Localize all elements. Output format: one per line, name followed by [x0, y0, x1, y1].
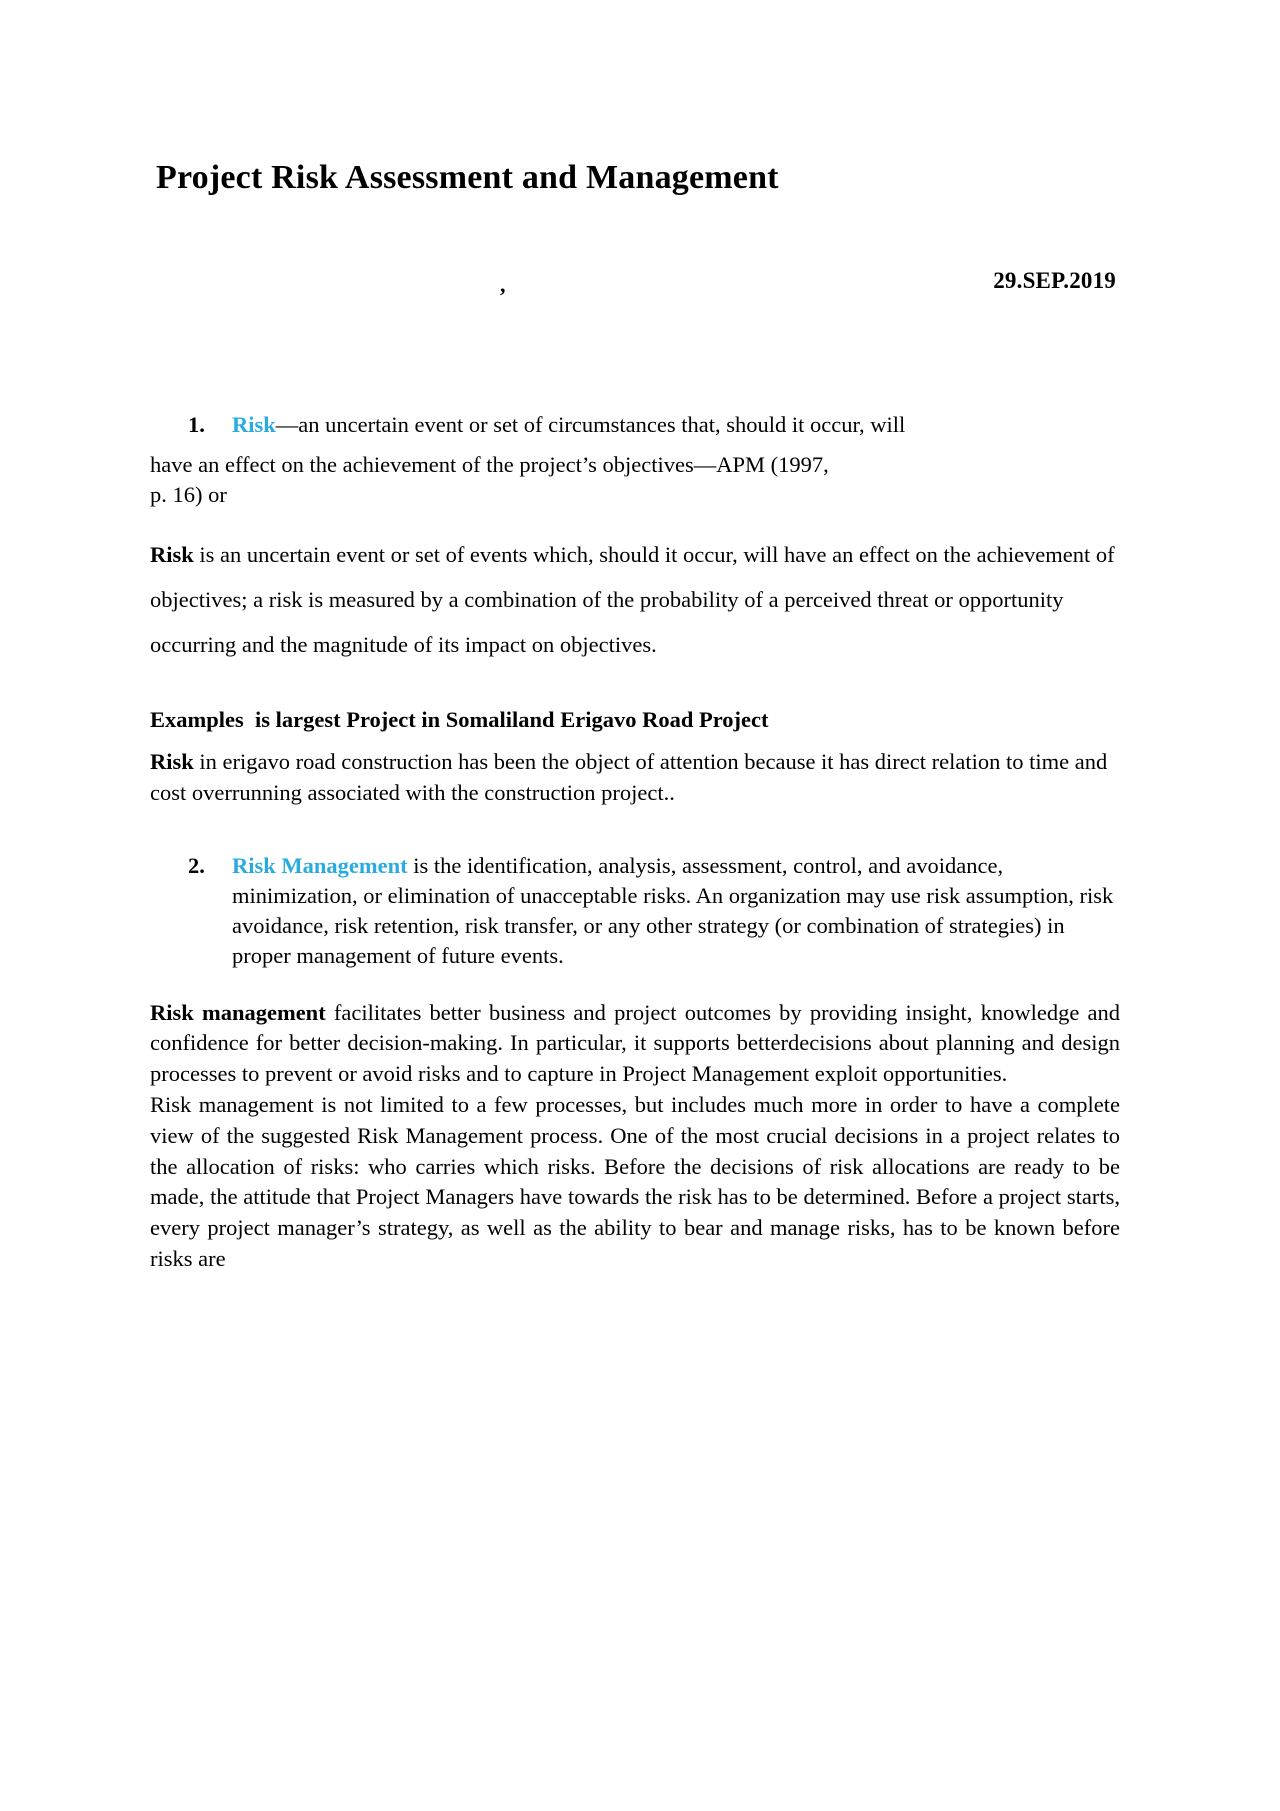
list-item-1-marker: 1. [188, 412, 205, 437]
erigavo-text: in erigavo road construction has been the object of attention because it has direct relation to time and cost overrunning associated with the construction project.. [150, 749, 1108, 806]
byline [150, 268, 1116, 302]
risk-management-scope-paragraph: Risk management is not limited to a few processes, but includes much more in order to have a complete view of the suggested Risk Management process. One of the most crucial decisions in a project relates to the allocation of risks: who carries which risks. Before the decisions of risk allocations are ready to be made, the attitude that Project Managers have towards the risk has to be determined. Before a project starts, every project manager’s strategy, as well as the ability to bear and manage risks, has to be known before risks are [150, 1092, 1120, 1272]
apm-citation-line-2: p. 16) or [150, 482, 227, 508]
risk-management-text: facilitates better business and project outcomes by providing insight, knowledge and confidence for better decision-making. In particular, it supports betterdecisions about planning and design processes to prevent or avoid risks and to capture in Project Management exploit opportunities. [150, 999, 1121, 1087]
list-item-2 [188, 851, 1120, 972]
risk-definition-lead-in: Risk [150, 542, 194, 568]
risk-definition-paragraph [150, 532, 1120, 667]
apm-citation-line-1: have an effect on the achievement of the project’s objectives—APM (1997, [150, 452, 829, 478]
page-title: Project Risk Assessment and Management [156, 158, 779, 196]
erigavo-paragraph [150, 747, 1120, 809]
risk-management-facilitates-paragraph [150, 998, 1120, 1090]
risk-management-lead-in: Risk management [150, 999, 326, 1025]
byline-date: 29.SEP.2019 [993, 268, 1116, 293]
spacer [150, 972, 1120, 998]
document-body [150, 410, 1120, 1275]
list-item-1-term: Risk [232, 412, 276, 437]
byline-author: , [500, 272, 506, 297]
list-item-1 [188, 410, 1120, 440]
list-item-1-text: —an uncertain event or set of circumstances that, should it occur, will [275, 412, 906, 437]
spacer [150, 809, 1120, 851]
list-item-2-term: Risk Management [232, 853, 408, 879]
list-item-2-marker: 2. [188, 853, 205, 879]
examples-heading: Examples is largest Project in Somaliland Erigavo Road Project [150, 707, 769, 733]
erigavo-lead-in: Risk [150, 749, 194, 775]
list-item-2-text: is the identification, analysis, assessment, control, and avoidance, minimization, or elimination of unacceptable risks. An organization may use risk assumption, risk avoidance, risk retention, risk transfer, or any other strategy (or combination of strategies) in proper management of future events. [232, 853, 1114, 969]
risk-definition-text: is an uncertain event or set of events which, should it occur, will have an effect on the achievement of objectives; a risk is measured by a combination of the probability of a perceived threat or opportunity occurring and the magnitude of its impact on objectives. [150, 542, 1115, 658]
